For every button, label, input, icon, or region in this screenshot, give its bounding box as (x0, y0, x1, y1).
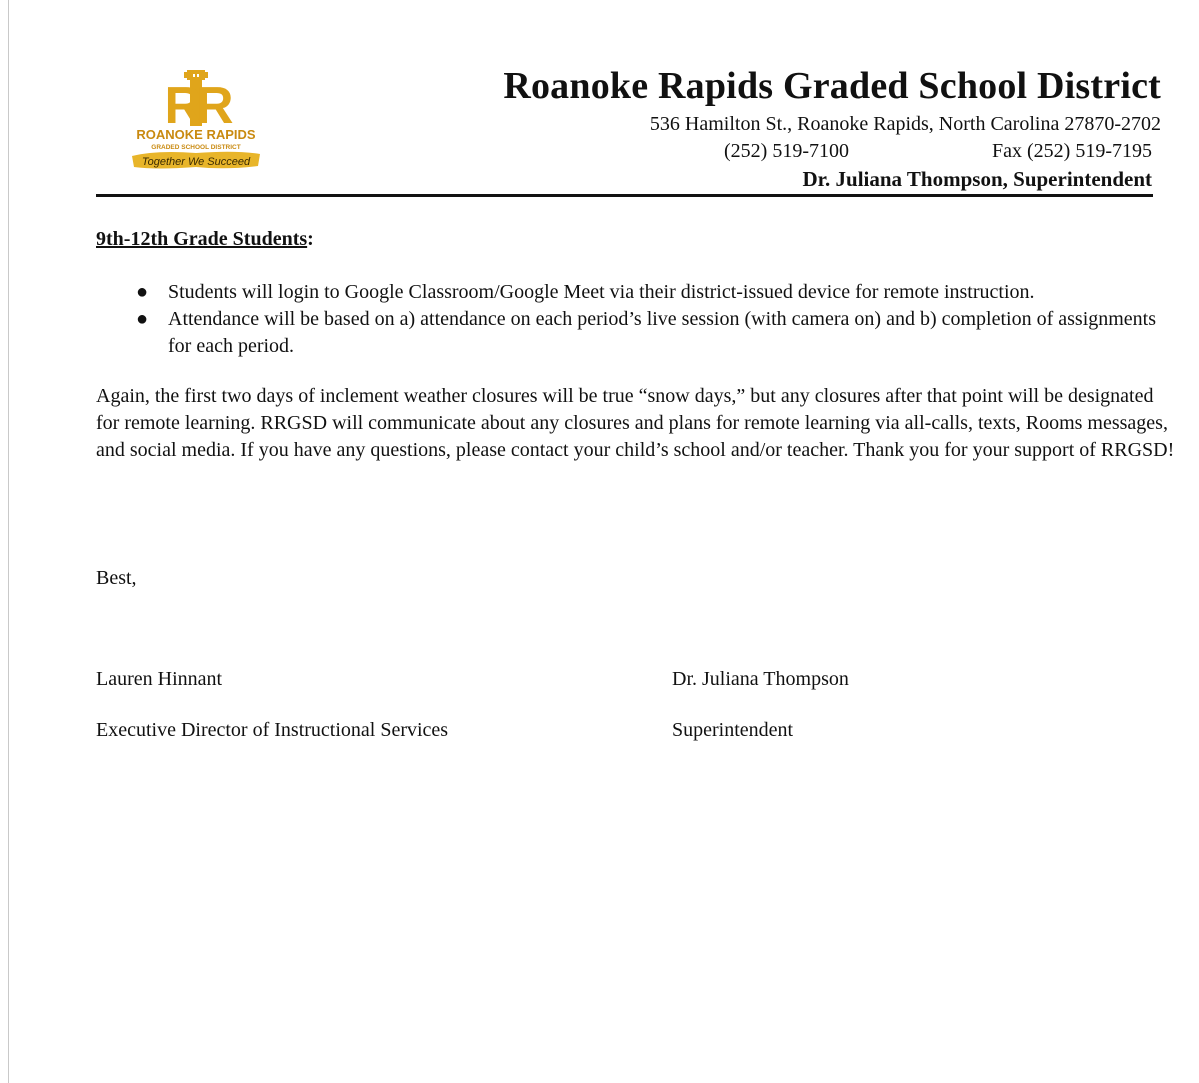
header-superintendent: Dr. Juliana Thompson, Superintendent (802, 167, 1152, 191)
logo-tagline: Together We Succeed (141, 156, 251, 168)
list-item (96, 306, 1166, 360)
district-fax: Fax (252) 519-7195 (992, 140, 1152, 162)
list-item (96, 279, 1166, 306)
section-heading-text: 9th-12th Grade Students (96, 228, 308, 250)
district-address: 536 Hamilton St., Roanoke Rapids, North Carolina 27870-2702 (649, 113, 1161, 135)
list-item-text: Students will login to Google Classroom/Google Meet via their district-issued device for remote instruction. (168, 281, 1035, 303)
logo-name-line2: GRADED SCHOOL DISTRICT (151, 144, 241, 151)
logo-letters: RR (164, 77, 228, 135)
district-logo-graphic (126, 70, 266, 178)
signature-title-right: Superintendent (672, 719, 794, 741)
bullet-icon: ● (136, 281, 149, 303)
district-phone: (252) 519-7100 (724, 140, 849, 162)
bullet-icon: ● (136, 308, 149, 330)
header-divider (96, 194, 1153, 197)
signature-name-left: Lauren Hinnant (96, 668, 223, 690)
signature-title-left: Executive Director of Instructional Services (96, 719, 449, 741)
page-edge (8, 0, 9, 1083)
body-paragraph: Again, the first two days of inclement weather closures will be true “snow days,” but any closures after that point will be designated for remote learning. RRGSD will communicate about any closures and plans for remote learning via all-calls, texts, Rooms messages, and social media. If you have any questions, please contact your child’s school and/or teacher. Thank you for your support of RRGSD! (96, 385, 1175, 461)
instruction-list (96, 279, 1166, 360)
closing: Best, (96, 567, 137, 589)
district-title: Roanoke Rapids Graded School District (503, 65, 1161, 107)
district-logo (126, 70, 266, 178)
section-heading (96, 228, 314, 251)
section-heading-colon: : (307, 228, 314, 250)
logo-name-line1: ROANOKE RAPIDS (136, 127, 256, 142)
signature-name-right: Dr. Juliana Thompson (672, 668, 849, 690)
list-item-text: Attendance will be based on a) attendance on each period’s live session (with camera on) and b) completion of assignments for each period. (168, 308, 1157, 357)
